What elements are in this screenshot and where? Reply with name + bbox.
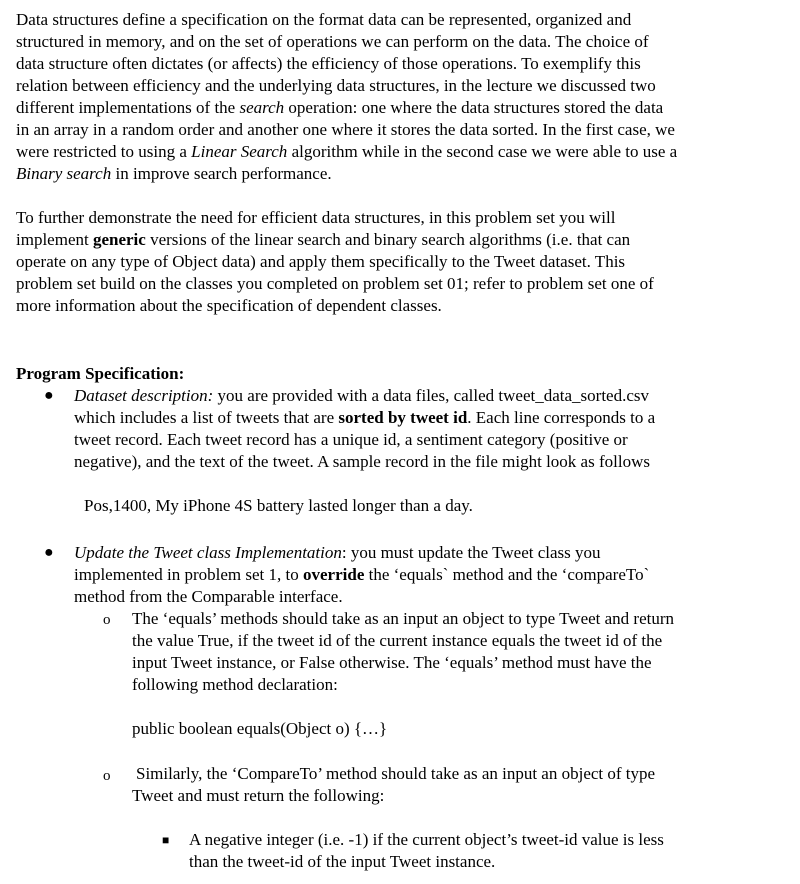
text-line: operate on any type of Object data) and apply them specifically to the Tweet dataset. This	[16, 252, 626, 271]
text-line	[74, 542, 601, 564]
text-span: were restricted to using a	[16, 142, 192, 161]
text-span: implement	[16, 230, 93, 249]
text-span: operation: one where the data structures stored the data	[284, 98, 664, 117]
italic-term: Linear Search	[191, 142, 288, 161]
text-line: problem set build on the classes you completed on problem set 01; refer to problem set one of	[16, 274, 654, 293]
text-span: versions of the linear search and binary search algorithms (i.e. that can	[145, 230, 631, 249]
text-line: tweet record. Each tweet record has a unique id, a sentiment category (positive or	[74, 430, 628, 449]
text-line: the value True, if the tweet id of the current instance equals the tweet id of the	[132, 631, 663, 650]
text-line: relation between efficiency and the underlying data structures, in the lecture we discussed two	[16, 76, 656, 95]
bullet-circle-icon: o	[103, 768, 111, 784]
bold-term: override	[303, 565, 365, 584]
section-heading	[16, 363, 184, 385]
text-line: input Tweet instance, or False otherwise. The ‘equals’ method must have the	[132, 653, 652, 672]
text-line	[16, 229, 630, 251]
text-line: Data structures define a specification on the format data can be represented, organized and	[16, 10, 632, 29]
text-span: in improve search performance.	[111, 164, 332, 183]
italic-term: Binary search	[16, 164, 112, 183]
text-span: the ‘equals` method and the ‘compareTo`	[364, 565, 650, 584]
bullet-square-icon: ■	[162, 833, 170, 847]
text-span: implemented in problem set 1, to	[74, 565, 303, 584]
text-line	[16, 141, 677, 163]
bold-term: sorted by tweet id	[338, 408, 468, 427]
italic-term: search	[239, 98, 285, 117]
text-line: To further demonstrate the need for efficient data structures, in this problem set you will	[16, 208, 616, 227]
text-line: following method declaration:	[132, 675, 338, 694]
sample-record: Pos,1400, My iPhone 4S battery lasted longer than a day.	[84, 496, 473, 515]
text-line	[16, 163, 332, 185]
text-line: data structure often dictates (or affects) the efficiency of those operations. To exemplify this	[16, 54, 641, 73]
italic-term: Update the Tweet class Implementation	[74, 543, 342, 562]
bullet-dot-icon: ●	[44, 544, 54, 561]
bold-term: generic	[92, 230, 146, 249]
text-span: : you must update the Tweet class you	[341, 543, 601, 562]
text-line	[74, 385, 649, 407]
text-span: which includes a list of tweets that are	[74, 408, 339, 427]
text-line: method from the Comparable interface.	[74, 587, 343, 606]
text-span: algorithm while in the second case we were able to use a	[287, 142, 678, 161]
text-line: Similarly, the ‘CompareTo’ method should take as an input an object of type	[136, 764, 656, 783]
text-line: negative), and the text of the tweet. A sample record in the file might look as follows	[74, 452, 650, 471]
text-span: different implementations of the	[16, 98, 240, 117]
text-line: than the tweet-id of the input Tweet instance.	[189, 852, 496, 871]
text-line: A negative integer (i.e. -1) if the current object’s tweet-id value is less	[189, 830, 664, 849]
text-line: The ‘equals’ methods should take as an input an object to type Tweet and return	[132, 609, 675, 628]
bullet-dot-icon: ●	[44, 387, 54, 404]
method-declaration: public boolean equals(Object o) {…}	[132, 719, 388, 738]
text-span: . Each line corresponds to a	[467, 408, 656, 427]
text-line: Tweet and must return the following:	[132, 786, 385, 805]
heading-text: Program Specification:	[16, 364, 185, 383]
text-line: in an array in a random order and another one where it stores the data sorted. In the first case, we	[16, 120, 675, 139]
text-line	[16, 97, 663, 119]
text-line	[74, 407, 655, 429]
italic-term: Dataset description:	[74, 386, 214, 405]
text-line: structured in memory, and on the set of operations we can perform on the data. The choice of	[16, 32, 649, 51]
bullet-circle-icon: o	[103, 612, 111, 628]
text-line	[74, 564, 649, 586]
text-span: you are provided with a data files, called tweet_data_sorted.csv	[213, 386, 649, 405]
text-line: more information about the specification of dependent classes.	[16, 296, 442, 315]
